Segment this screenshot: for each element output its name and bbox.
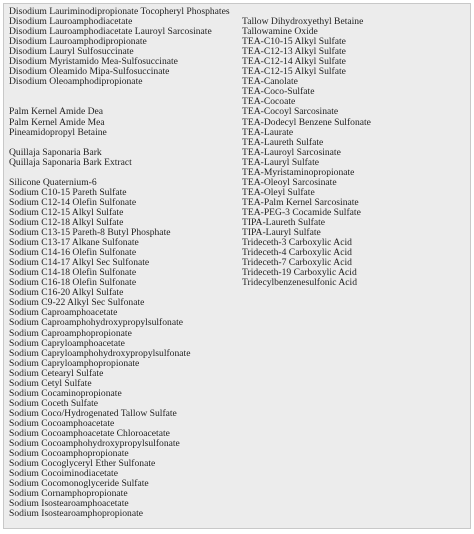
ingredient-item: Sodium Coceth Sulfate [9,398,98,409]
ingredient-item: TEA-Lauryl Sulfate [242,157,319,168]
ingredient-item: Sodium Capryloamphohydroxypropylsulfonate [9,348,191,359]
ingredient-item: TIPA-Laureth Sulfate [242,217,326,228]
ingredient-item: Sodium C13-17 Alkane Sulfonate [9,238,139,249]
ingredient-item: Sodium Caproamphohydroxypropylsulfonate [9,318,183,329]
ingredient-item: Sodium Cocaminopropionate [9,388,122,399]
ingredient-item: Pineamidopropyl Betaine [9,127,107,138]
ingredient-item: Trideceth-3 Carboxylic Acid [242,238,352,249]
ingredient-item: TEA-C10-15 Alkyl Sulfate [242,37,346,48]
ingredient-item: Trideceth-7 Carboxylic Acid [242,258,352,269]
ingredient-item: TEA-C12-14 Alkyl Sulfate [242,57,346,68]
ingredient-item: TEA-Dodecyl Benzene Sulfonate [242,117,371,128]
ingredient-item: TIPA-Lauryl Sulfate [242,228,321,239]
ingredient-item: Tallow Dihydroxyethyl Betaine [242,17,364,28]
ingredient-item: TEA-PEG-3 Cocamide Sulfate [242,207,361,218]
ingredient-item: Disodium Lauriminodipropionate Tocopheryl Phosphates [9,7,230,17]
ingredient-item: Disodium Lauroamphodiacetate Lauroyl Sarcosinate [9,27,212,38]
ingredient-item: TEA-Palm Kernel Sarcosinate [242,197,359,208]
ingredient-item: TEA-Cocoyl Sarcosinate [242,107,339,118]
ingredient-item: Sodium Isostearoamphoacetate [9,499,129,510]
ingredient-item: Sodium C12-14 Olefin Sulfonate [9,197,137,208]
list-spacer [242,7,371,17]
ingredient-item: Sodium Cocoamphoacetate Chloroacetate [9,428,170,439]
ingredient-item: Silicone Quaternium-6 [9,177,97,188]
ingredient-column-right [242,7,371,288]
list-spacer [9,138,230,148]
ingredient-item: TEA-Myristaminopropionate [242,167,355,178]
ingredient-item: Sodium Cetyl Sulfate [9,378,92,389]
ingredient-item: Quillaja Saponaria Bark [9,147,102,158]
ingredient-item: Sodium Cocoamphopropionate [9,449,129,460]
ingredient-item: Palm Kernel Amide Mea [9,117,105,128]
ingredient-item: TEA-C12-15 Alkyl Sulfate [242,67,346,78]
ingredient-item: Tallowamine Oxide [242,27,318,38]
ingredient-item: Sodium C14-18 Olefin Sulfonate [9,268,137,279]
ingredient-item: Palm Kernel Amide Dea [9,107,104,118]
ingredient-item: Sodium Capryloamphoacetate [9,338,125,349]
ingredient-item: Sodium C14-17 Alkyl Sec Sulfonate [9,258,150,269]
ingredient-item: Sodium Capryloamphopropionate [9,358,140,369]
ingredient-item: Disodium Oleoamphodipropionate [9,77,143,88]
ingredient-item: Sodium Cocomonoglyceride Sulfate [9,479,149,490]
ingredient-item: Sodium Cocoiminodiacetate [9,469,118,480]
ingredient-item: Sodium Cocoamphoacetate [9,418,115,429]
ingredient-item: Sodium Caproamphoacetate [9,308,118,319]
ingredient-item: Trideceth-19 Carboxylic Acid [242,268,357,279]
ingredient-item: Sodium Cornamphopropionate [9,489,128,500]
ingredient-item: Sodium Isostearoamphopropionate [9,509,144,520]
ingredient-item: Tridecylbenzenesulfonic Acid [242,278,358,289]
ingredient-item: TEA-Laurate [242,127,294,138]
ingredient-item: Disodium Lauryl Sulfosuccinate [9,47,134,58]
ingredient-item: Disodium Lauroamphodiacetate [9,17,133,28]
ingredient-item: Sodium Cocoamphohydroxypropylsulfonate [9,439,180,450]
ingredient-item: TEA-Cocoate [242,97,296,108]
ingredient-item: TEA-Oleoyl Sarcosinate [242,177,337,188]
ingredient-item: Sodium Caproamphopropionate [9,328,132,339]
ingredient-item: Sodium C16-20 Alkyl Sulfate [9,288,124,299]
ingredient-item: TEA-C12-13 Alkyl Sulfate [242,47,346,58]
ingredient-item: Quillaja Saponaria Bark Extract [9,157,132,168]
ingredient-item: Sodium Coco/Hydrogenated Tallow Sulfate [9,408,177,419]
ingredient-item: Sodium C12-18 Alkyl Sulfate [9,217,124,228]
ingredient-item: Sodium Cocoglyceryl Ether Sulfonate [9,459,156,470]
ingredient-item: Sodium C12-15 Alkyl Sulfate [9,207,124,218]
list-spacer [9,168,230,178]
ingredient-item: Disodium Lauroamphodipropionate [9,37,147,48]
ingredient-item: Sodium C9-22 Alkyl Sec Sulfonate [9,298,145,309]
ingredient-column-left [9,7,230,519]
ingredient-item: TEA-Lauroyl Sarcosinate [242,147,341,158]
ingredient-item: Sodium C16-18 Olefin Sulfonate [9,278,137,289]
ingredient-item: Sodium C14-16 Olefin Sulfonate [9,248,137,259]
ingredient-item: TEA-Oleyl Sulfate [242,187,315,198]
ingredient-item: Disodium Oleamido Mipa-Sulfosuccinate [9,67,170,78]
ingredient-item: Disodium Myristamido Mea-Sulfosuccinate [9,57,178,68]
ingredient-item: TEA-Canolate [242,77,298,88]
ingredient-item: Sodium Cetearyl Sulfate [9,368,104,379]
ingredient-item: Trideceth-4 Carboxylic Acid [242,248,352,259]
ingredient-item: Sodium C10-15 Pareth Sulfate [9,187,127,198]
ingredient-list-page [3,3,471,529]
ingredient-item: TEA-Coco-Sulfate [242,87,315,98]
list-spacer [9,87,230,97]
ingredient-item: Sodium C13-15 Pareth-8 Butyl Phosphate [9,228,171,239]
list-spacer [9,97,230,107]
ingredient-item: TEA-Laureth Sulfate [242,137,324,148]
